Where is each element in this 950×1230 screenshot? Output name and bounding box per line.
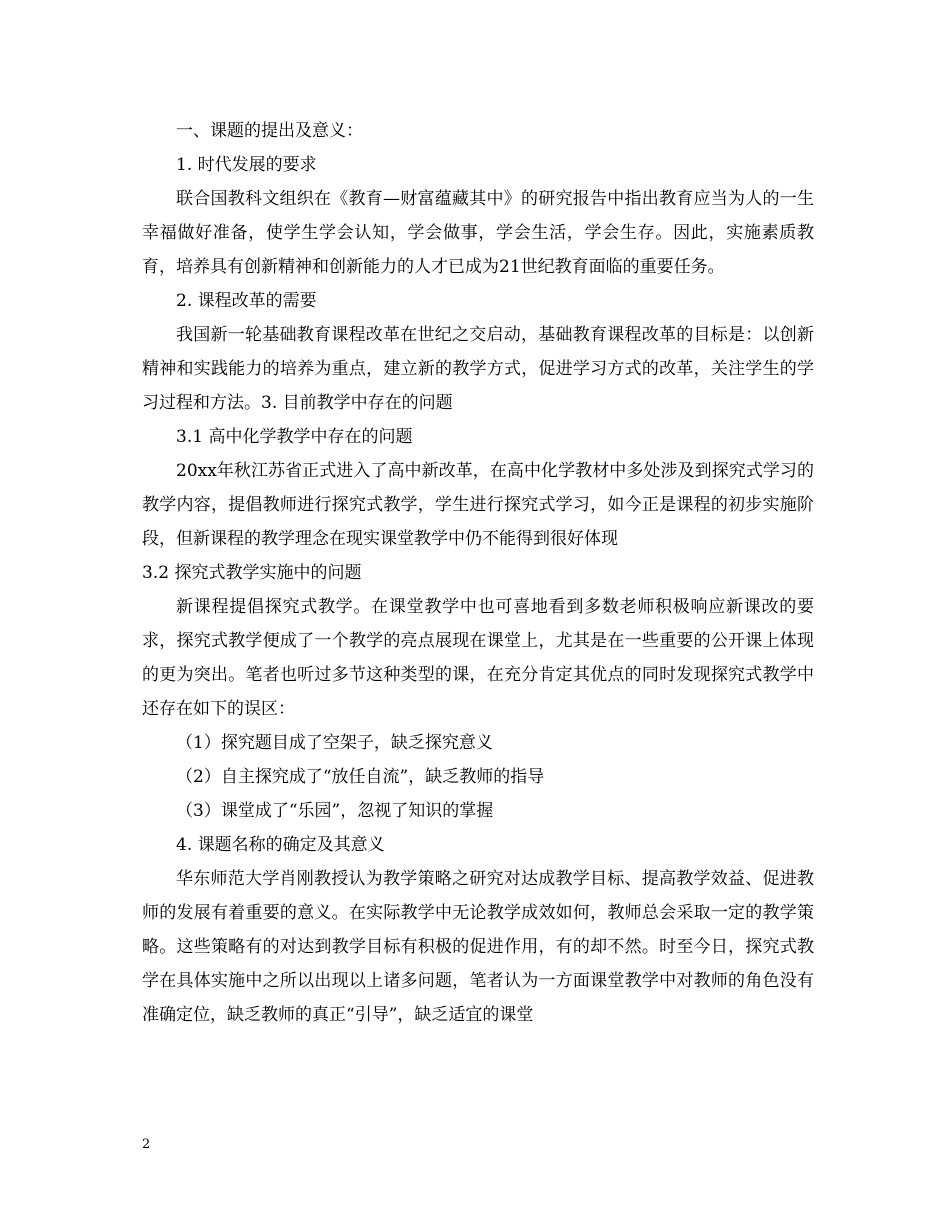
paragraph-unesco: 联合国教科文组织在《教育—财富蕴藏其中》的研究报告中指出教育应当为人的一生幸福做好准备，使学生学会认知，学会做事，学会生活，学会生存。因此，实施素质教育，培养具有创新精神和创新能力的人才已成为21世纪教育面临的重要任务。 [142, 189, 814, 277]
list-item-1: （1）探究题目成了空架子，缺乏探究意义 [176, 733, 493, 753]
list-item-3: （3）课堂成了“乐园”，忽视了知识的掌握 [176, 801, 494, 821]
section-heading-1: 一、课题的提出及意义： [176, 121, 363, 141]
document-body [142, 114, 814, 1032]
subheading-1: 1. 时代发展的要求 [176, 155, 317, 175]
subheading-4: 4. 课题名称的确定及其意义 [176, 835, 385, 855]
subheading-3-2: 3.2 探究式教学实施中的问题 [142, 563, 362, 583]
paragraph-teaching-strategy: 华东师范大学肖刚教授认为教学策略之研究对达成教学目标、提高教学效益、促进教师的发展有着重要的意义。在实际教学中无论教学成效如何，教师总会采取一定的教学策略。这些策略有的对达到教学目标有积极的促进作用，有的却不然。时至今日，探究式教学在具体实施中之所以出现以上诸多问题，笔者认为一方面课堂教学中对教师的角色没有准确定位，缺乏教师的真正“引导”，缺乏适宜的课堂 [142, 869, 814, 1025]
subheading-2: 2. 课程改革的需要 [176, 291, 317, 311]
paragraph-inquiry-teaching: 新课程提倡探究式教学。在课堂教学中也可喜地看到多数老师积极响应新课改的要求，探究式教学便成了一个教学的亮点展现在课堂上，尤其是在一些重要的公开课上体现的更为突出。笔者也听过多节这种类型的课，在充分肯定其优点的同时发现探究式教学中还存在如下的误区： [142, 597, 814, 719]
page-number: 2 [142, 1137, 151, 1152]
paragraph-jiangsu-reform: 20xx年秋江苏省正式进入了高中新改革，在高中化学教材中多处涉及到探究式学习的教学内容，提倡教师进行探究式教学，学生进行探究式学习，如今正是课程的初步实施阶段，但新课程的教学理念在现实课堂教学中仍不能得到很好体现 [142, 461, 814, 549]
paragraph-curriculum-reform: 我国新一轮基础教育课程改革在世纪之交启动，基础教育课程改革的目标是：以创新精神和实践能力的培养为重点，建立新的教学方式，促进学习方式的改革，关注学生的学习过程和方法。3. 目前教学中存在的问题 [142, 325, 814, 413]
list-item-2: （2）自主探究成了“放任自流”，缺乏教师的指导 [176, 767, 545, 787]
subheading-3-1: 3.1 高中化学教学中存在的问题 [176, 427, 413, 447]
